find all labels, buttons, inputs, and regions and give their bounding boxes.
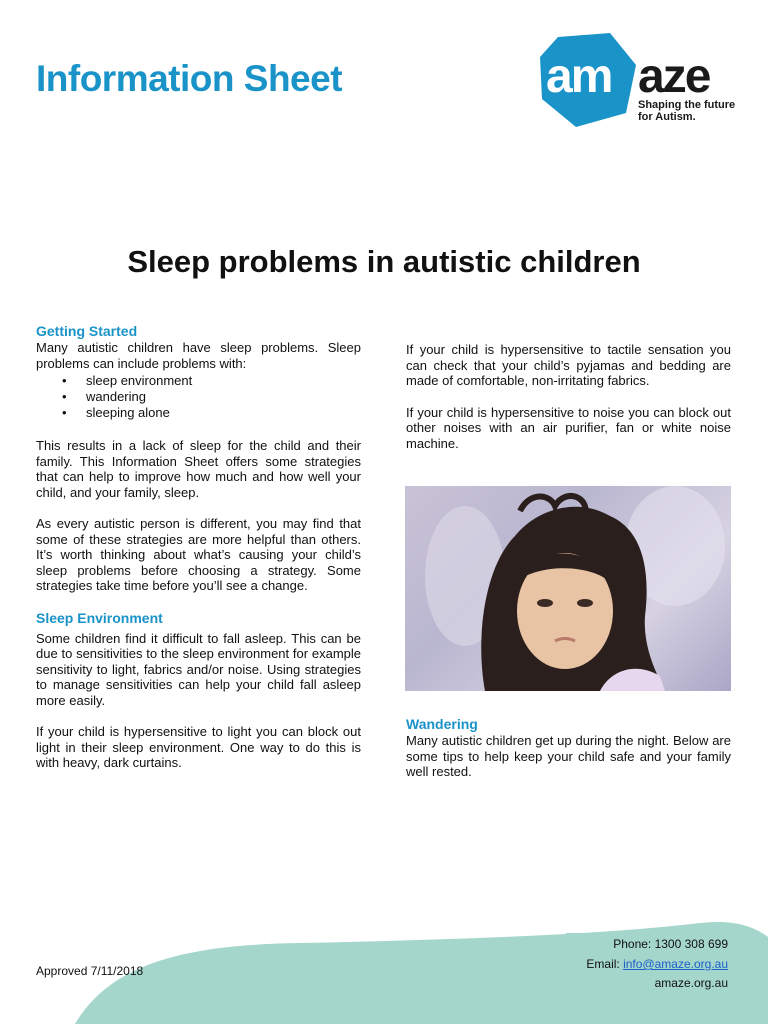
sleep-environment-heading: Sleep Environment: [36, 609, 163, 626]
page-title: Sleep problems in autistic children: [127, 244, 641, 279]
getting-started-heading: Getting Started: [36, 323, 138, 339]
tactile-paragraph: If your child is hypersensitive to tactile sensation you can check that your child’s pyjamas and bedding are made of comfortable, non-irritating fabrics.: [406, 342, 731, 388]
noise-paragraph: If your child is hypersensitive to noise you can block out other noises with an air purifier, fan or white noise machine.: [406, 404, 731, 451]
child-illustration: [405, 486, 731, 691]
email-link[interactable]: info@amaze.org.au: [623, 957, 728, 971]
contact-box: [566, 933, 732, 995]
wandering-heading: Wandering: [406, 716, 478, 732]
logo-word-am: am: [546, 50, 612, 103]
intro-paragraph: Many autistic children have sleep problems. Sleep problems can include problems with:: [36, 340, 361, 371]
logo-tagline: Shaping the future for Autism.: [638, 99, 736, 123]
different-person-paragraph: As every autistic person is different, you may find that some of these strategies are more helpful than others. It’s worth thinking about what’s causing your child’s sleep problems before choosing a strategy. Some strategies take time before you’ll see a change.: [36, 516, 361, 593]
list-item: • wandering: [86, 389, 361, 405]
phone-line: Phone: 1300 308 699: [613, 937, 728, 951]
left-column: [36, 323, 361, 771]
list-item: • sleep environment: [86, 373, 361, 389]
website-line[interactable]: amaze.org.au: [654, 976, 728, 990]
right-column: [406, 342, 731, 451]
email-line: [586, 957, 728, 971]
sleep-environment-paragraph: Some children find it difficult to fall asleep. This can be due to sensitivities to the sleep environment for example sensitivity to light, fabrics and/or noise. Using strategies to manage sensitivities can help your child fall asleep more easily.: [36, 630, 361, 708]
problem-list: [36, 373, 361, 421]
child-photo: [405, 486, 731, 691]
email-label: Email:: [586, 957, 624, 971]
wandering-paragraph: Many autistic children get up during the night. Below are some tips to help keep your child safe and your family well rested.: [406, 733, 731, 779]
lack-of-sleep-paragraph: This results in a lack of sleep for the child and their family. This Information Sheet offers some strategies that can help to improve how much and how well your child, and your family, sleep.: [36, 438, 361, 500]
sheet-title: Information Sheet: [36, 58, 343, 99]
light-paragraph: If your child is hypersensitive to light you can block out light in their sleep environment. One way to do this is with heavy, dark curtains.: [36, 724, 361, 770]
approved-date: Approved 7/11/2018: [36, 964, 144, 978]
list-item: • sleeping alone: [86, 405, 361, 421]
amaze-logo: [538, 33, 738, 133]
wandering-section: [406, 716, 731, 780]
logo-word-aze: aze: [638, 50, 710, 103]
